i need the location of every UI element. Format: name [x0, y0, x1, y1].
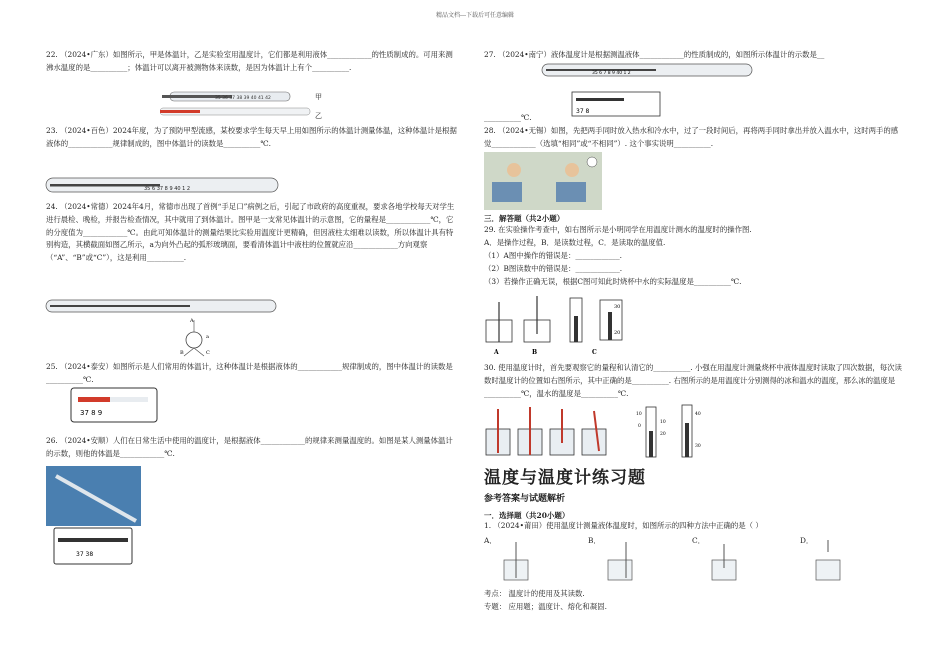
- thermometer-figure-23: [44, 176, 284, 196]
- thermometer-figure-24: [44, 298, 284, 358]
- scale-ice-10: 10: [660, 420, 666, 425]
- mercury-column: [50, 305, 190, 307]
- experiment-figure-29: [484, 294, 634, 358]
- mercury-column-C: [574, 316, 578, 342]
- zoom-frame: [54, 528, 132, 564]
- question-28: 28. （2024•无锡）如图，先把两手同时放入热水和冷水中，过了一段时间后，再将两手同时拿出并放入温水中，这时两手的感觉____________（选填“相同”或“不相同”）. 这个事实说明__________.: [484, 126, 899, 148]
- option-B: B．: [588, 536, 601, 545]
- question-29-3: （3）若操作正确无误，根据C图可知此时烧杯中水的实际温度是__________℃.: [484, 277, 742, 286]
- question-23: 23. （2024•百色）2024年度，为了预防甲型流感，某校要求学生每天早上用如图所示的体温计测量体温，这种体温计是根据液体的____________规律制成的，图中体温计的读数是__________℃.: [46, 126, 457, 148]
- scale-warm-40: 40: [695, 412, 701, 417]
- thermometer-photo-26: [46, 466, 141, 568]
- zhuanti-line: 专题： 应用题；温度计、熔化和凝固.: [484, 602, 607, 611]
- option-C-beaker: [712, 544, 736, 580]
- beaker-D-group: [582, 411, 606, 455]
- label-C: C: [206, 350, 210, 356]
- question-29-1: （1）A图中操作的错误是：____________.: [484, 251, 623, 260]
- cross-section-view: [186, 332, 202, 348]
- person-right: [565, 163, 579, 177]
- option-figures-q1: [500, 540, 860, 582]
- option-B-beaker: [608, 542, 632, 580]
- basin-cold: [556, 182, 586, 202]
- page-subtitle: 参考答案与试题解析: [484, 494, 566, 504]
- scale-ice-0: 0: [638, 424, 641, 429]
- scale-30: 30: [614, 304, 621, 310]
- question-25: 25. （2024•泰安）如图所示是人们常用的体温计，这种体温计是根据液体的____________规律制成的，图中体温计的读数是__________℃.: [46, 362, 453, 384]
- zoom-mercury: [576, 98, 624, 101]
- mercury-column-yi: [160, 110, 200, 113]
- scale-labels: 35 6 37 8 9 40 1 2: [144, 186, 191, 192]
- scale-jia: 35 36 37 38 39 40 41 42: [215, 96, 271, 101]
- label-A: A: [190, 318, 194, 324]
- scale-labels: 37 38: [76, 551, 94, 558]
- option-D-beaker: [816, 540, 840, 580]
- section-3-heading: 三．解答题（共2小题）: [484, 214, 565, 223]
- option-A-beaker: [504, 542, 528, 580]
- answer-question-1: 1. （2024•莆田）使用温度计测量液体温度时，如图所示的四种方法中正确的是（ ）: [484, 521, 763, 530]
- label-yi: 乙: [315, 112, 322, 120]
- label-B: B: [180, 350, 184, 356]
- question-24: 24. （2024•常德）2024年4月，常德市出现了首例“手足口”病例之后，引起了市政府的高度重视，要求各地学校每天对学生进行晨检、晚检，并报告检查情况，其中就用了到体温计。图甲是一支常见体温计的示意图，它的量程是____________℃，它的分度值为____________℃。由此可知体温计的测量结果比实验用温度计更精确，但因液柱太细难以读数，所以体温计具有特别构造，其横截面如图乙所示，a为向外凸起的弧形玻璃面，要看清体温计中液柱的位置就应沿____________方向观察（“A”、“B”或“C”），这是利用__________.: [46, 202, 455, 263]
- kaodian-line: 考点： 温度计的使用及其读数.: [484, 589, 585, 598]
- question-bubble: [587, 157, 597, 167]
- option-D: D．: [800, 536, 814, 545]
- question-30: 30. 使用温度计时，首先要观察它的量程和认清它的__________. 小强在用温度计测量烧杯中液体温度时读取了四次数据，每次读数时温度计的位置如右图所示，其中正确的是__________. 右图所示的是用温度计分别测得的冰和温水的温度，那么冰的温度是__________℃，温水的温度是__________℃.: [484, 363, 902, 398]
- thermometer-figure-22: [160, 86, 340, 126]
- label-jia: 甲: [315, 93, 322, 101]
- beaker-B-group: [518, 407, 542, 455]
- label-C: C: [592, 349, 597, 356]
- label-B: B: [532, 349, 538, 356]
- question-29-2: （2）B图读数中的错误是：____________.: [484, 264, 623, 273]
- thermometer-figure-30: [484, 403, 714, 461]
- page-header: 精品文档---下载后可任意编辑: [435, 12, 515, 19]
- question-27: 27. （2024•南宁）液体温度计是根据测温液体____________的性质制成的，如图所示体温计的示数是__: [484, 50, 825, 59]
- mercury-column: [58, 538, 128, 542]
- beaker-C-group: [550, 409, 574, 455]
- question-26: 26. （2024•安顺）人们在日常生活中使用的温度计，是根据液体____________的规律来测量温度的。如图是某人测量体温计的示数，则他的体温是____________℃.: [46, 436, 453, 458]
- thermometer-figure-25: [70, 387, 160, 425]
- scale-ice-20: 20: [660, 432, 666, 437]
- section-1-heading: 一．选择题（共20小题）: [484, 511, 570, 520]
- scale-labels: 35 6 7 8 9 40 1 2: [592, 71, 631, 76]
- label-A: A: [494, 349, 499, 356]
- beaker-A-group: [486, 409, 510, 455]
- question-22: 22. （2024•广东）如图所示，甲是体温计，乙是实验室用温度计，它们都是利用液体____________的性质制成的。可用来测沸水温度的是__________；体温计可以离开被测物体来读数，是因为体温计上有个__________.: [46, 50, 453, 72]
- scale-ice-10-top: 10: [636, 412, 642, 417]
- option-A: A．: [484, 536, 497, 545]
- option-C: C．: [692, 536, 706, 545]
- hands-water-figure-28: [484, 152, 602, 210]
- scale-warm-30: 30: [695, 444, 701, 449]
- question-29-a: A．是操作过程，B．是读数过程，C．是读取的温度值.: [484, 238, 666, 247]
- question-29: 29. 在实验操作考查中，如右图所示是小明同学在用温度计测水的温度时的操作图.: [484, 225, 752, 234]
- basin-hot: [492, 182, 522, 202]
- page-title: 温度与温度计练习题: [484, 468, 646, 488]
- question-27-answer: __________℃.: [484, 113, 532, 122]
- label-a: a: [206, 334, 209, 340]
- scale-20: 20: [614, 330, 621, 336]
- person-left: [507, 163, 521, 177]
- scale-labels: 37 8 9: [80, 409, 103, 417]
- zoom-scale: 37 8: [576, 108, 590, 115]
